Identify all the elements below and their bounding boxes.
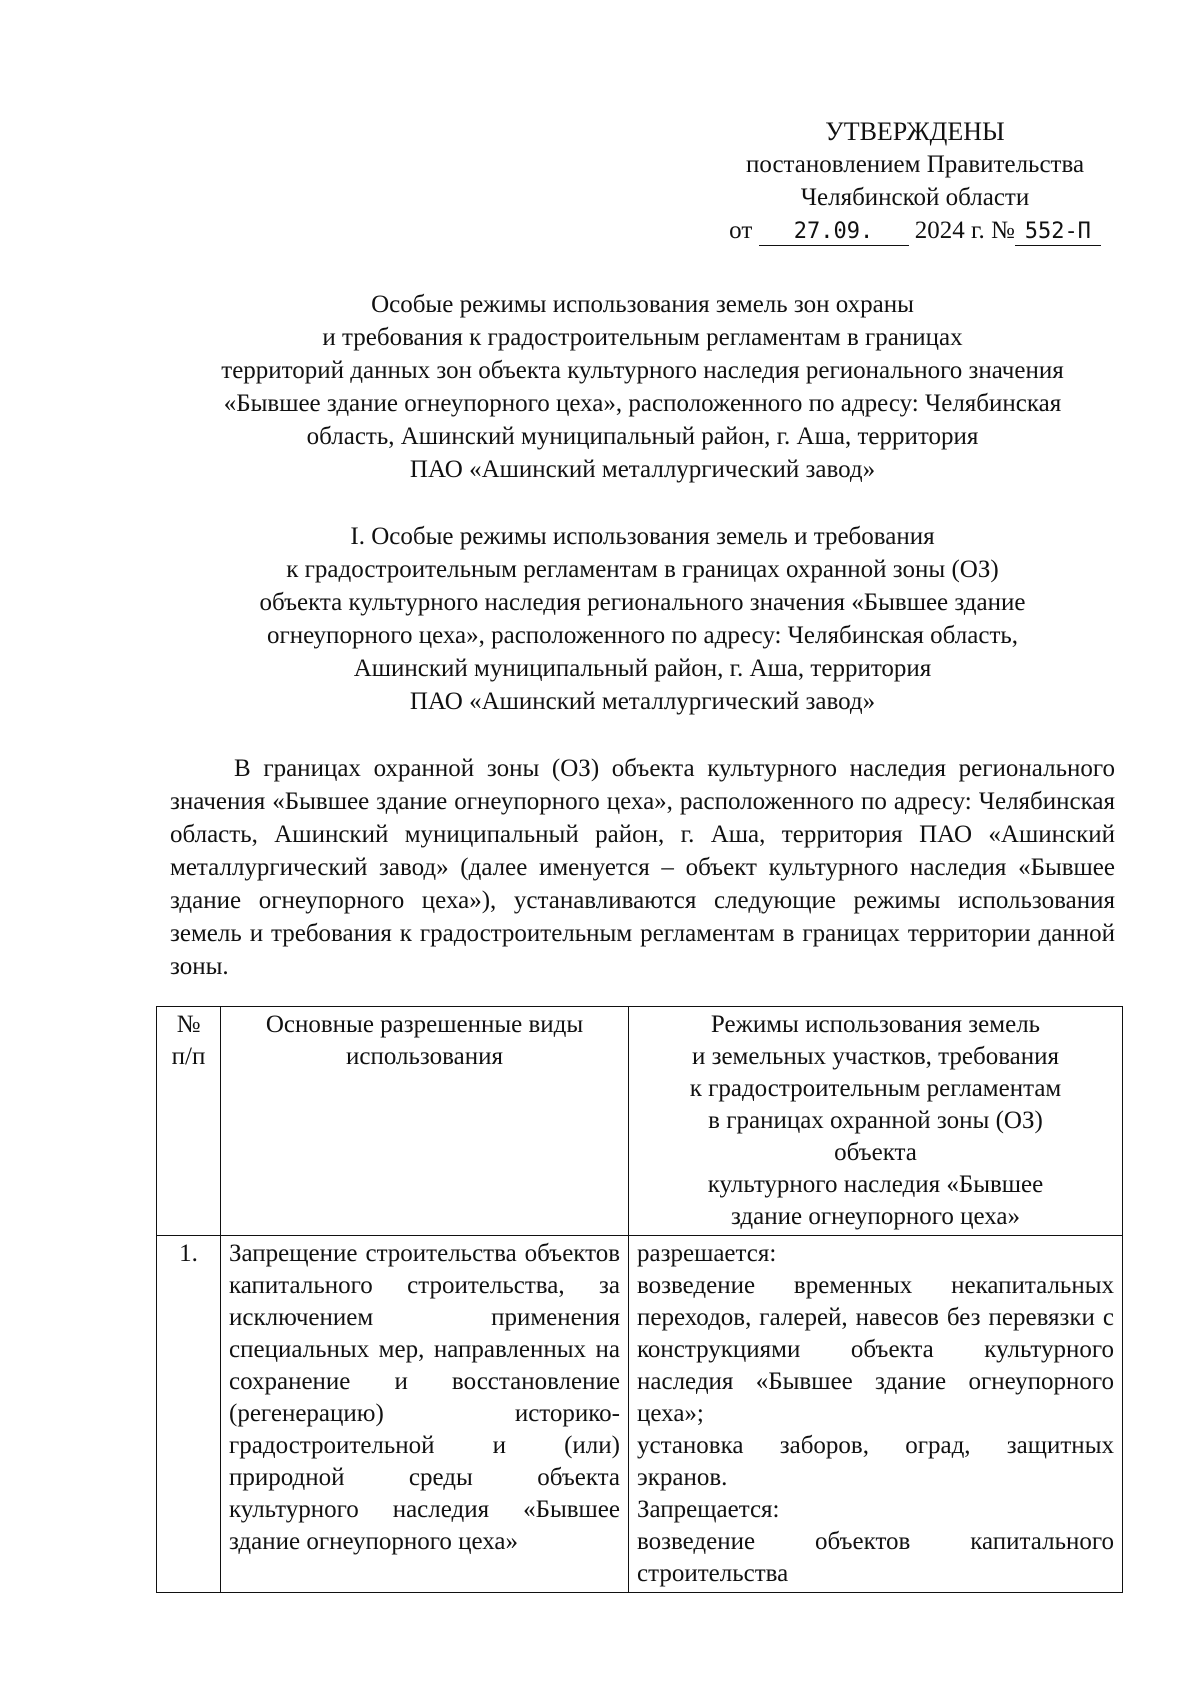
- approval-heading: УТВЕРЖДЕНЫ: [825, 117, 1005, 146]
- table-header-row: [157, 1007, 1123, 1236]
- regime-line: возведение объектов капитального строительства: [637, 1528, 1114, 1587]
- document-title: [170, 288, 1115, 486]
- approval-line-1: постановлением Правительства: [745, 151, 1085, 178]
- regulations-table: [156, 1006, 1123, 1593]
- row-number: 1.: [157, 1236, 221, 1593]
- regime-line: разрешается:: [637, 1240, 777, 1267]
- approval-line-2: Челябинской области: [800, 184, 1030, 211]
- section-line: Ашинский муниципальный район, г. Аша, территория: [353, 655, 932, 682]
- section-heading: [170, 520, 1115, 718]
- approval-block: [705, 115, 1125, 247]
- regime-line: установка заборов, оград, защитных экранов.: [637, 1432, 1114, 1491]
- year-text: 2024 г. №: [914, 217, 1015, 244]
- section-line: к градостроительным регламентам в границах охранной зоны (ОЗ): [286, 556, 999, 583]
- header-permitted-uses: Основные разрешенные виды использования: [221, 1007, 629, 1236]
- row-permitted-use: Запрещение строительства объектов капитального строительства, за исключением применения специальных мер, направленных на сохранение и восстановление (регенерацию) историко-градостроительной и (или) природной среды объекта культурного наследия «Бывшее здание огнеупорного цеха»: [221, 1236, 629, 1593]
- title-line: область, Ашинский муниципальный район, г. Аша, территория: [306, 423, 979, 450]
- header-number: № п/п: [157, 1007, 221, 1236]
- regime-line: Запрещается:: [637, 1496, 780, 1523]
- section-line: I. Особые режимы использования земель и требования: [350, 523, 935, 550]
- resolution-number: 552-П: [1015, 219, 1101, 246]
- approval-date-line: [705, 214, 1125, 247]
- table-row: [157, 1236, 1123, 1593]
- section-line: огнеупорного цеха», расположенного по адресу: Челябинская область,: [266, 622, 1019, 649]
- title-line: территорий данных зон объекта культурного наследия регионального значения: [221, 357, 1064, 384]
- intro-paragraph: В границах охранной зоны (ОЗ) объекта культурного наследия регионального значения «Бывшее здание огнеупорного цеха», расположенного по адресу: Челябинская область, Ашинский муниципальный район, г. Аша, территория ПАО «Ашинский металлургический завод» (далее именуется – объект культурного наследия «Бывшее здание огнеупорного цеха»), устанавливаются следующие режимы использования земель и требования к градостроительным регламентам в границах территории данной зоны.: [170, 755, 1115, 980]
- title-line: и требования к градостроительным регламентам в границах: [322, 324, 963, 351]
- title-line: «Бывшее здание огнеупорного цеха», расположенного по адресу: Челябинская: [223, 390, 1062, 417]
- section-line: ПАО «Ашинский металлургический завод»: [409, 688, 876, 715]
- date-value: 27.09.: [759, 219, 909, 246]
- header-regimes: Режимы использования земель и земельных участков, требования к градостроительным регламентам в границах охранной зоны (ОЗ) объекта культурного наследия «Бывшее здание огнеупорного цеха»: [629, 1007, 1123, 1236]
- regime-line: возведение временных некапитальных переходов, галерей, навесов без перевязки с конструкциями объекта культурного наследия «Бывшее здание огнеупорного цеха»;: [637, 1272, 1114, 1427]
- row-regime: [629, 1236, 1123, 1593]
- title-line: Особые режимы использования земель зон охраны: [371, 291, 914, 318]
- date-prefix: от: [729, 217, 753, 244]
- section-line: объекта культурного наследия регионального значения «Бывшее здание: [259, 589, 1026, 616]
- title-line: ПАО «Ашинский металлургический завод»: [409, 456, 876, 483]
